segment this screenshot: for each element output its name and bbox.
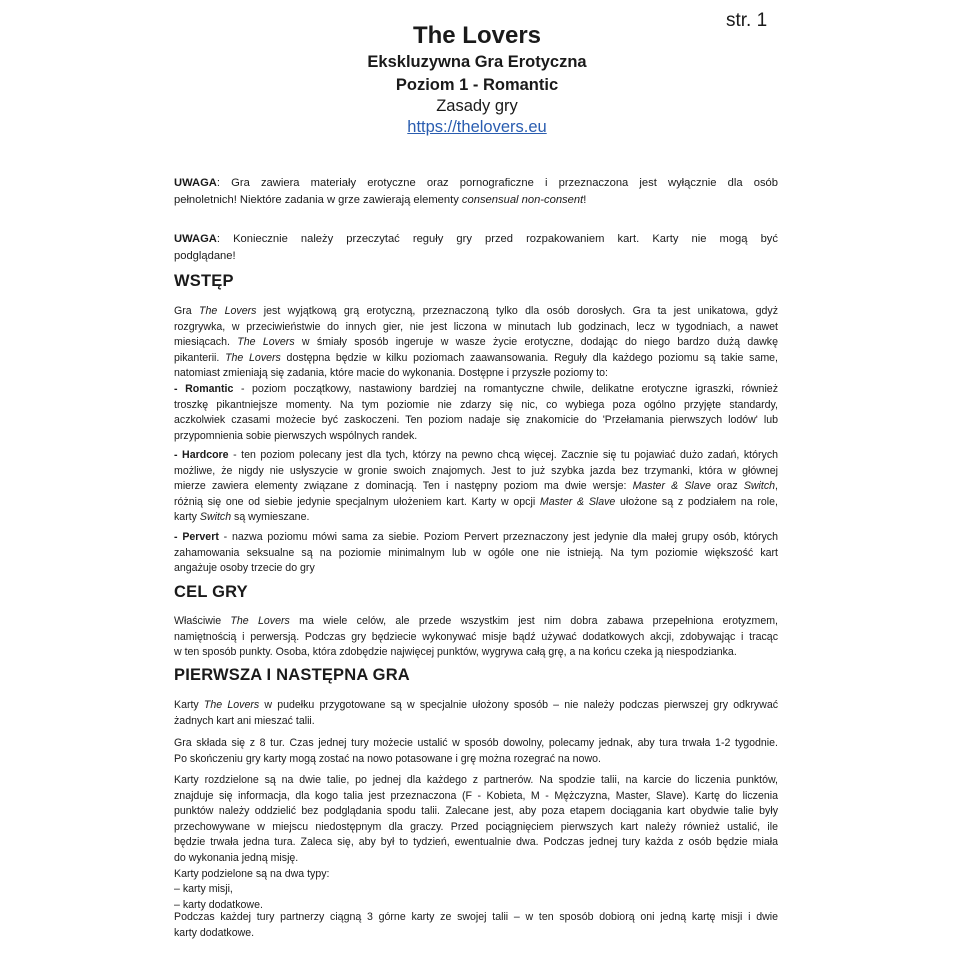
document-title: The Lovers — [412, 22, 542, 49]
first-game-paragraph-4: Podczas każdej tury partnerzy ciągną 3 górne karty ze swojej talii – w ten sposób dobiorą oni jedną kartę misji i dwie karty dodatkowe. — [174, 911, 778, 939]
level-hardcore-paragraph: - Hardcore - ten poziom polecany jest dla tych, którzy na pewno chcą więcej. Zacznie się tu pojawiać dużo zadań, których możliwe, że nigdy nie usłyszycie w gronie swoich znajomych. Jest to już szybka jazda bez trzymanki, która w głównej mierze zawiera elementy związane z dominacją. Ten i następny poziom ma dwie wersje: Master & Slave oraz Switch, różnią się one od siebie jedynie specjalnym ułożeniem kart. Karty w opcji Master & Slave ułożone są z podziałem na role, karty Switch są wymieszane. — [174, 449, 779, 524]
list-item: – karty misji, — [174, 883, 233, 896]
level-pervert-paragraph: - Pervert - nazwa poziomu mówi sama za siebie. Poziom Pervert przeznaczony jest jedynie dla małej grupy osób, których zahamowania seksualne są na poziomie minimalnym lub w ogóle one nie istnieją. Na tym poziomie większość kart angażuje osoby trzecie do gry — [174, 531, 778, 575]
level-romantic-paragraph: - Romantic - poziom początkowy, nastawiony bardziej na romantyczne chwile, delikatne erotyczne igraszki, również troszkę pikantniejsze momenty. Na tym poziomie nie zdarzy się nic, co wybiega poza ogólno przyjęte standardy, aczkolwiek czasami możecie być zaskoczeni. Ten poziom nadaje się znakomicie do 'Przełamania pierwszych lodów' lub przypomnienia sobie pierwszych wspólnych randek. — [174, 383, 778, 442]
intro-paragraph: Gra The Lovers jest wyjątkową grą erotyczną, przeznaczoną tylko dla osób dorosłych. Gra ta jest unikatowa, gdyż rozgrywka, w przeciwieństwie do innych gier, nie jest liczona w minutach lub godzinach, lecz w tygodniach, a nawet miesiącach. The Lovers w śmiały sposób ingeruje w wasze życie erotyczne, dodając do niego bardzo dużą dawkę pikanterii. The Lovers dostępna będzie w kilku poziomach zaawansowania. Reguły dla każdego poziomu są takie same, natomiast zmieniają się zadania, które macie do wykonania. Dostępne i przyszłe poziomy to: — [174, 305, 778, 380]
warning-adult-content: UWAGA: Gra zawiera materiały erotyczne oraz pornograficzne i przeznaczona jest wyłącznie dla osób pełnoletnich! Niektóre zadania w grze zawierają elementy consensual non-consent! — [174, 177, 778, 206]
level-heading: Poziom 1 - Romantic — [395, 76, 559, 94]
rules-heading: Zasady gry — [436, 97, 518, 115]
website-link[interactable]: https://thelovers.eu — [407, 118, 547, 136]
section-heading-goal: CEL GRY — [174, 583, 248, 601]
section-heading-first-game: PIERWSZA I NASTĘPNA GRA — [174, 666, 410, 684]
page-number: str. 1 — [726, 10, 768, 31]
first-game-paragraph-3: Karty rozdzielone są na dwie talie, po jednej dla każdego z partnerów. Na spodzie talii, na karcie do liczenia punktów, znajduje się informacja, dla kogo talia jest przeznaczona (F - Kobieta, M - Mężczyzna, Master, Slave). Kartę do liczenia punktów należy oddzielić bez podglądania spodu talii. Zalecane jest, aby poza etapem dociągania kart obydwie talie były przechowywane w miejscu niedostępnym dla graczy. Przed pociągnięciem pierwszych kart należy również ustalić, ile będzie trwała jedna tura. Zaleca się, aby był to tydzień, ewentualnie dwa. Podczas jednej tury każda z osób będzie miała do wykonania jedną misję. Karty podzielone są na dwa typy: – karty misji, – karty dodatkowe. — [174, 773, 778, 913]
list-item: – karty dodatkowe. — [174, 898, 263, 911]
warning-read-rules: UWAGA: Koniecznie należy przeczytać reguły gry przed rozpakowaniem kart. Karty nie mogą być podglądane! — [174, 233, 778, 262]
section-heading-intro: WSTĘP — [174, 272, 234, 290]
first-game-paragraph-2: Gra składa się z 8 tur. Czas jednej tury możecie ustalić w sposób dowolny, polecamy jednak, aby tura trwała 1-2 tygodnie. Po skończeniu gry karty mogą zostać na nowo potasowane i grę można rozegrać na nowo. — [174, 737, 778, 765]
first-game-paragraph-1: Karty The Lovers w pudełku przygotowane są w specjalnie ułożony sposób – nie należy podczas pierwszej gry odkrywać żadnych kart ani mieszać talii. — [174, 699, 779, 727]
goal-paragraph: Właściwie The Lovers ma wiele celów, ale przede wszystkim jest nim dobra zabawa przepełniona erotyzmem, namiętnością i perwersją. Podczas gry będziecie wykonywać misje bądź używać dodatkowych akcji, zdobywając i tracąc w ten sposób punkty. Osoba, która zdobędzie najwięcej punktów, wygrywa całą grę, a na końcu czeka ją niespodzianka. — [174, 615, 779, 659]
document-subtitle: Ekskluzywna Gra Erotyczna — [367, 53, 587, 71]
